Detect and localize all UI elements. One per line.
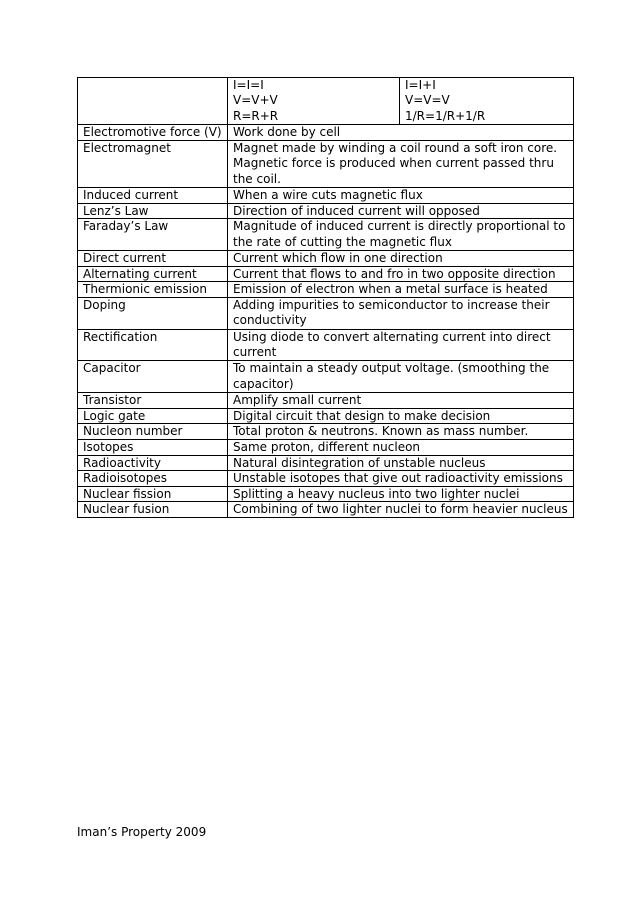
glossary-row [78, 203, 574, 219]
definition-cell [228, 329, 574, 361]
definition-line: When a wire cuts magnetic flux [233, 188, 423, 203]
glossary-row [78, 297, 574, 329]
definition-line: Direction of induced current will opposed [233, 203, 480, 218]
term-cell: Capacitor [78, 361, 228, 393]
term-cell: Electromagnet [78, 140, 228, 187]
term-cell: Transistor [78, 393, 228, 409]
definition-line: Current which flow in one direction [233, 251, 443, 266]
glossary-table-body [78, 78, 574, 518]
definition-cell [228, 502, 574, 518]
term-cell: Nuclear fission [78, 486, 228, 502]
definition-cell [228, 440, 574, 456]
term-cell: Alternating current [78, 266, 228, 282]
definition-cell [228, 188, 574, 204]
definition-line: To maintain a steady output voltage. (smoothing the [233, 361, 550, 376]
definition-line: Using diode to convert alternating current into direct [233, 329, 551, 344]
definition-line: Same proton, different nucleon [233, 440, 421, 455]
definition-cell [228, 361, 574, 393]
definition-line: Magnitude of induced current is directly proportional to [233, 219, 566, 234]
definition-cell [228, 486, 574, 502]
definition-line: Amplify small current [233, 393, 362, 408]
empty-header-cell [78, 78, 228, 125]
definition-line: Total proton & neutrons. Known as mass number. [233, 424, 529, 439]
term-cell: Radioactivity [78, 455, 228, 471]
glossary-row [78, 282, 574, 298]
glossary-row [78, 408, 574, 424]
definition-cell [228, 297, 574, 329]
glossary-row [78, 393, 574, 409]
definition-line: Combining of two lighter nuclei to form heavier nucleus [233, 502, 568, 517]
definition-line: conductivity [233, 313, 307, 328]
definition-cell [228, 455, 574, 471]
definition-cell [228, 251, 574, 267]
glossary-row [78, 455, 574, 471]
glossary-row [78, 140, 574, 187]
definition-line: Magnetic force is produced when current passed thru [233, 156, 554, 171]
definition-line: Magnet made by winding a coil round a soft iron core. [233, 140, 558, 155]
glossary-row [78, 486, 574, 502]
series-current-formula: I=I=I [233, 78, 264, 92]
term-cell: Doping [78, 297, 228, 329]
parallel-voltage-formula: V=V=V [405, 93, 450, 108]
definition-cell [228, 266, 574, 282]
glossary-row [78, 125, 574, 141]
definition-cell [228, 408, 574, 424]
definition-cell [228, 140, 574, 187]
definition-line: current [233, 345, 277, 360]
definition-cell [228, 424, 574, 440]
glossary-row [78, 329, 574, 361]
definition-line: Unstable isotopes that give out radioactivity emissions [233, 471, 563, 486]
glossary-row [78, 219, 574, 251]
definition-cell [228, 471, 574, 487]
glossary-row [78, 188, 574, 204]
term-cell: Nucleon number [78, 424, 228, 440]
definition-cell [228, 282, 574, 298]
series-voltage-formula: V=V+V [233, 93, 278, 108]
term-cell: Nuclear fusion [78, 502, 228, 518]
definition-line: Splitting a heavy nucleus into two lighter nuclei [233, 486, 520, 501]
definition-cell [228, 203, 574, 219]
series-resistance-formula: R=R+R [233, 108, 279, 123]
term-cell: Faraday’s Law [78, 219, 228, 251]
definition-line: capacitor) [233, 376, 294, 391]
glossary-row [78, 502, 574, 518]
definition-line: Natural disintegration of unstable nucleus [233, 455, 486, 470]
term-cell: Rectification [78, 329, 228, 361]
term-cell: Thermionic emission [78, 282, 228, 298]
glossary-row [78, 440, 574, 456]
term-cell: Lenz’s Law [78, 203, 228, 219]
glossary-row [78, 471, 574, 487]
glossary-row [78, 424, 574, 440]
term-cell: Logic gate [78, 408, 228, 424]
definition-line: Current that flows to and fro in two opposite direction [233, 266, 556, 281]
term-cell: Direct current [78, 251, 228, 267]
definition-line: the rate of cutting the magnetic flux [233, 234, 452, 249]
definition-cell [228, 219, 574, 251]
term-cell: Radioisotopes [78, 471, 228, 487]
formula-header-row [78, 78, 574, 125]
series-formula-cell [228, 78, 400, 125]
definition-line: Digital circuit that design to make decision [233, 408, 491, 423]
term-cell: Induced current [78, 188, 228, 204]
definition-line: Emission of electron when a metal surface is heated [233, 282, 548, 297]
definition-cell [228, 393, 574, 409]
parallel-resistance-formula: 1/R=1/R+1/R [405, 108, 486, 123]
definition-line: the coil. [233, 171, 281, 186]
term-cell: Electromotive force (V) [78, 125, 228, 141]
parallel-current-formula: I=I+I [405, 78, 436, 92]
glossary-row [78, 266, 574, 282]
parallel-formula-cell [400, 78, 574, 125]
definition-line: Adding impurities to semiconductor to increase their [233, 297, 550, 312]
glossary-row [78, 251, 574, 267]
term-cell: Isotopes [78, 440, 228, 456]
definition-line: Work done by cell [233, 125, 341, 140]
definition-cell [228, 125, 574, 141]
footer-text: Iman’s Property 2009 [77, 825, 207, 839]
physics-glossary-table [77, 77, 574, 518]
glossary-row [78, 361, 574, 393]
